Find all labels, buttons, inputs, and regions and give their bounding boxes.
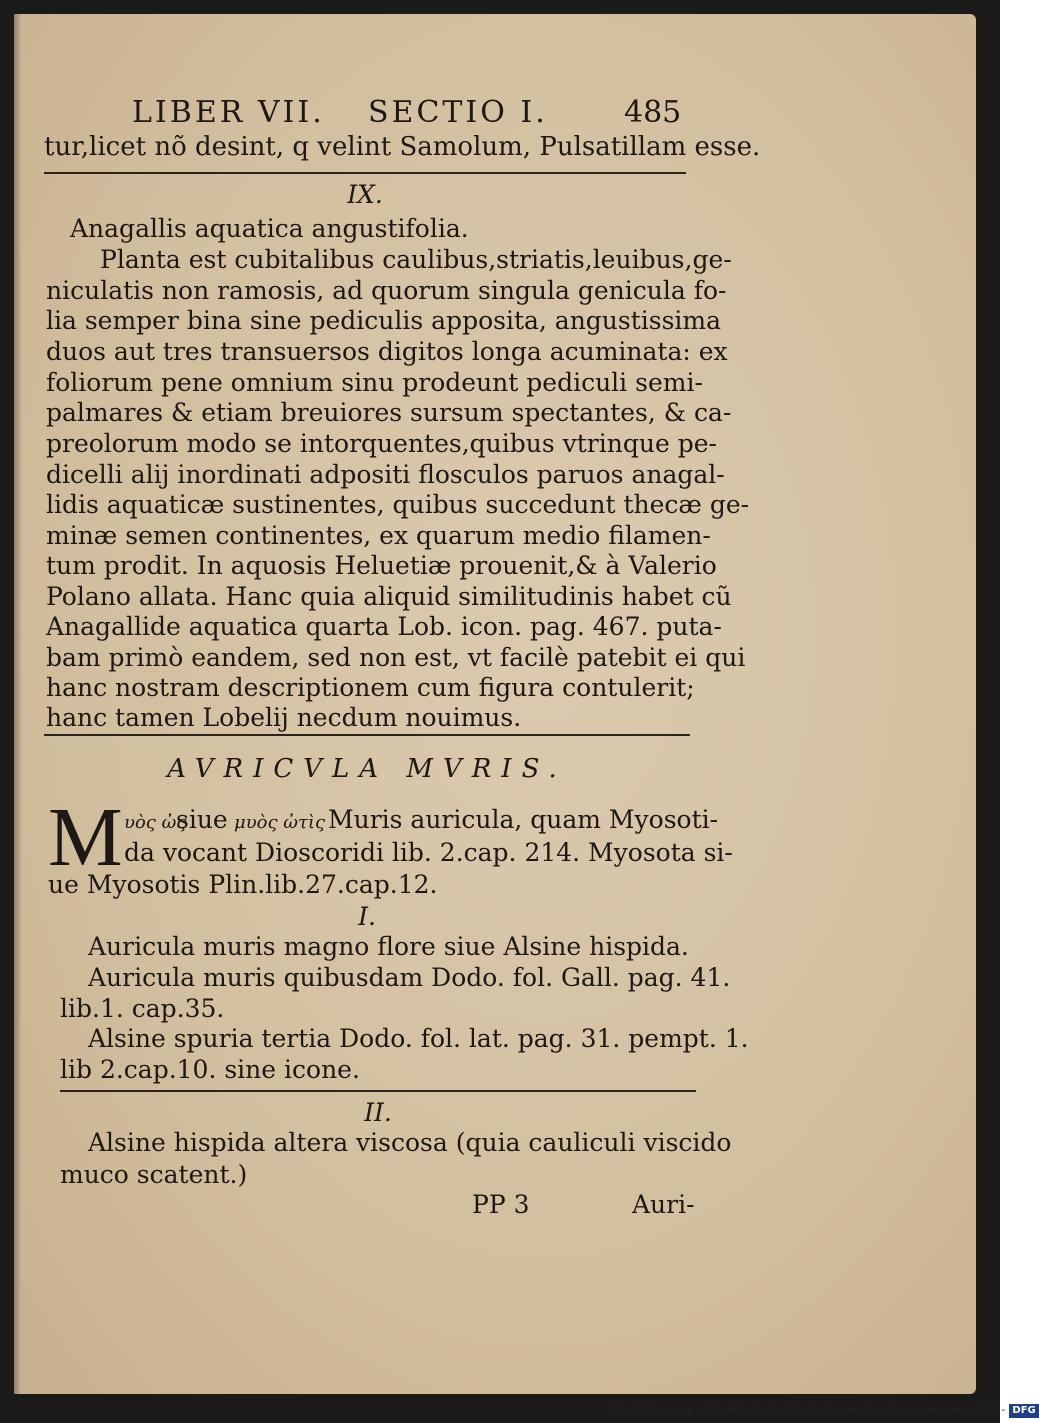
chapter-title: AVRICVLA MVRIS. bbox=[167, 754, 567, 784]
text-line: dicelli alij inordinati adpositi flosculos paruos anagal- bbox=[46, 460, 725, 489]
credit-text: Digitalisierung gefördert durch die Deutsche Forschungsgemeinschaft - bbox=[612, 1403, 1006, 1416]
section-divider bbox=[44, 172, 686, 174]
section-numeral-i: I. bbox=[358, 902, 376, 931]
greek-name-1: υὸς ὠς bbox=[124, 812, 187, 833]
text-line: da vocant Dioscoridi lib. 2.cap. 214. Myosota si- bbox=[124, 838, 733, 867]
text-line: Polano allata. Hanc quia aliquid similitudinis habet cũ bbox=[46, 582, 732, 611]
text-line: tum prodit. In aquosis Heluetiæ prouenit,& à Valerio bbox=[46, 551, 717, 580]
running-head-liber: LIBER VII. bbox=[132, 95, 325, 130]
text-line: ue Myosotis Plin.lib.27.cap.12. bbox=[48, 870, 438, 899]
text-line: foliorum pene omnium sinu prodeunt pediculi semi- bbox=[46, 368, 703, 397]
text-line: niculatis non ramosis, ad quorum singula genicula fo- bbox=[46, 276, 727, 305]
continuation-line: tur,licet nõ desint, q velint Samolum, Pulsatillam esse. bbox=[44, 132, 761, 162]
text-line: palmares & etiam breuiores sursum spectantes, & ca- bbox=[46, 398, 732, 427]
text-line: lidis aquaticæ sustinentes, quibus succedunt thecæ ge- bbox=[46, 490, 750, 519]
page-gutter bbox=[14, 14, 22, 1394]
section-divider bbox=[44, 734, 690, 736]
text-line: lib.1. cap.35. bbox=[60, 994, 225, 1023]
drop-cap: M bbox=[48, 791, 123, 884]
text-line: minæ semen continentes, ex quarum medio filamen- bbox=[46, 521, 711, 550]
section-numeral-ix: IX. bbox=[347, 180, 383, 209]
text-line: hanc tamen Lobelij necdum nouimus. bbox=[46, 703, 522, 732]
text-line: Anagallide aquatica quarta Lob. icon. pag. 467. puta- bbox=[46, 612, 722, 641]
text-line: duos aut tres transuersos digitos longa acuminata: ex bbox=[46, 337, 728, 366]
text-line: hanc nostram descriptionem cum figura contulerit; bbox=[46, 673, 695, 702]
text-line: preolorum modo se intorquentes,quibus vtrinque pe- bbox=[46, 429, 717, 458]
text-line: siue bbox=[176, 805, 228, 834]
section-divider bbox=[60, 1090, 696, 1092]
text-line: muco scatent.) bbox=[60, 1160, 248, 1189]
text-line: bam primò eandem, sed non est, vt facilè patebit ei qui bbox=[46, 643, 746, 672]
text-line: Planta est cubitalibus caulibus,striatis,leuibus,ge- bbox=[100, 245, 732, 274]
catchword: Auri- bbox=[632, 1190, 695, 1219]
text-line: Muris auricula, quam Myosoti- bbox=[328, 805, 719, 834]
digitization-credit bbox=[612, 1400, 1036, 1420]
text-line: lia semper bina sine pediculis apposita, angustissima bbox=[46, 306, 722, 335]
section-numeral-ii: II. bbox=[364, 1098, 392, 1127]
running-head-sectio: SECTIO I. bbox=[368, 95, 548, 130]
text-line: lib 2.cap.10. sine icone. bbox=[60, 1055, 360, 1084]
signature-mark: PP 3 bbox=[472, 1190, 530, 1219]
text-line: Auricula muris quibusdam Dodo. fol. Gall. pag. 41. bbox=[88, 963, 731, 992]
text-line: Auricula muris magno flore siue Alsine hispida. bbox=[88, 932, 689, 961]
dfg-logo: DFG bbox=[1009, 1404, 1038, 1418]
text-line: Alsine hispida altera viscosa (quia cauliculi viscido bbox=[88, 1128, 732, 1157]
text-line: Alsine spuria tertia Dodo. fol. lat. pag. 31. pempt. 1. bbox=[88, 1024, 749, 1053]
species-title-ix: Anagallis aquatica angustifolia. bbox=[70, 214, 469, 243]
page-number: 485 bbox=[624, 95, 682, 130]
greek-name-2: μυὸς ὠτὶς bbox=[234, 812, 326, 833]
